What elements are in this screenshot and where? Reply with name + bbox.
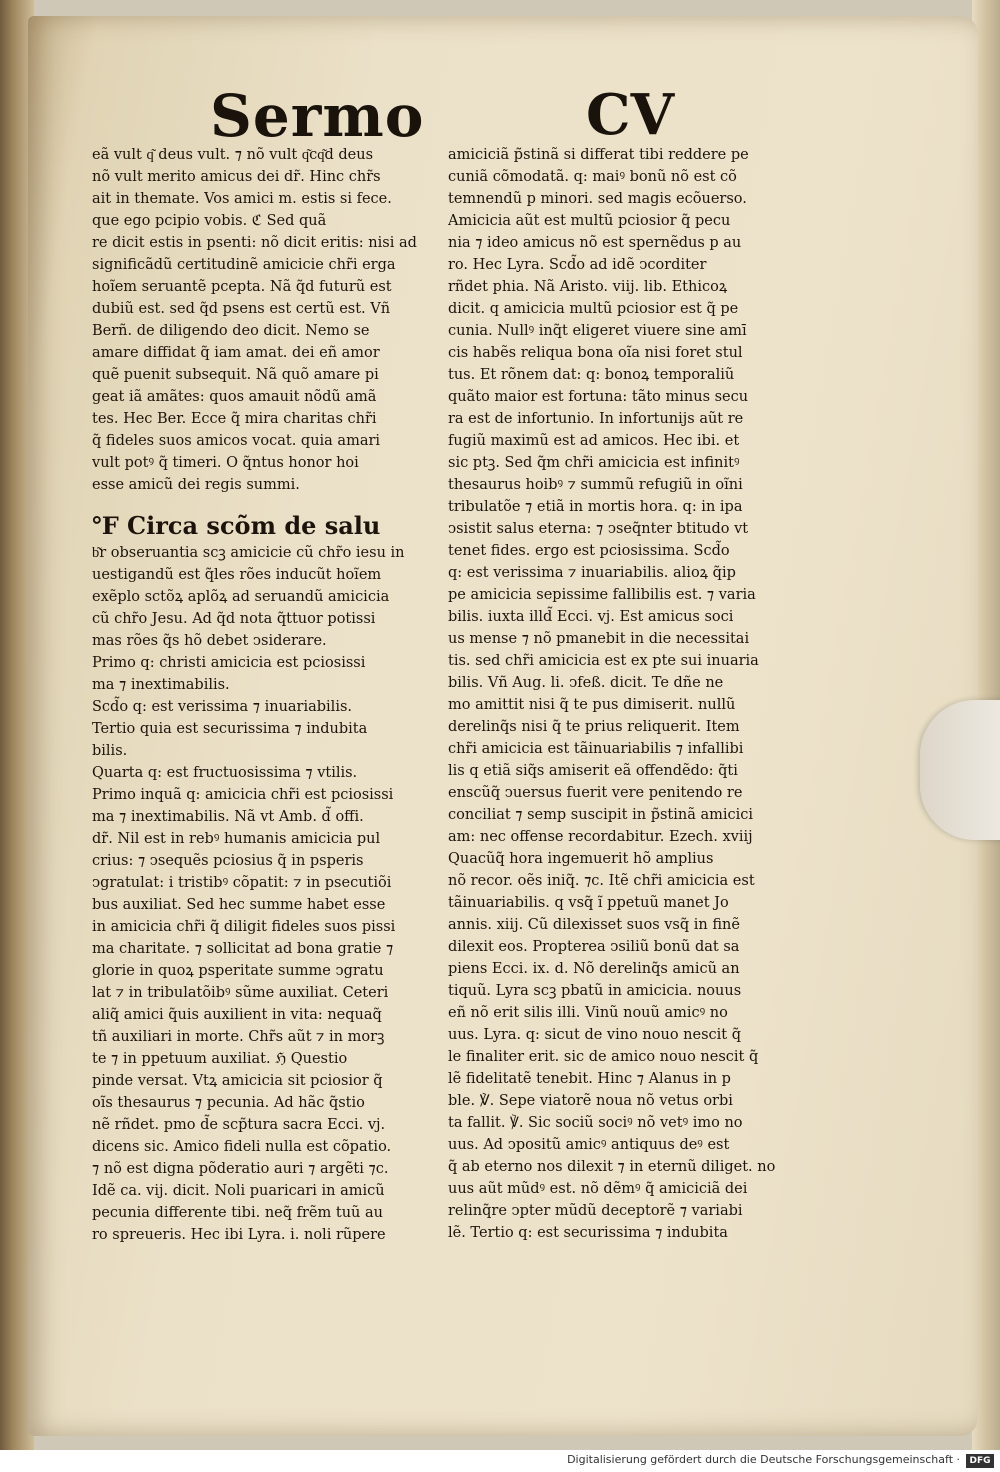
text-line: Quacũq̃ hora ingemuerit hõ amplius [448, 851, 714, 867]
line-gap [92, 496, 434, 510]
text-line: lẽ. Tertio q: est securissima ⁊ indubita [448, 1225, 728, 1241]
text-line: annis. xiij. Cũ dilexisset suos vsq̃ in finẽ [448, 917, 740, 933]
text-line: ait in themate. Vos amici m. estis si fece. [92, 191, 392, 207]
text-line: temnendũ p minori. sed magis ecõuerso. [448, 191, 747, 207]
text-line: bilis. iuxta illd̃ Ecci. vj. Est amicus soci [448, 609, 734, 625]
text-line: bilis. [92, 743, 128, 759]
text-line: Amicicia aũt est multũ pciosior q̃ pecu [448, 213, 731, 229]
text-line: oĩs thesaurus ⁊ pecunia. Ad hãc q̃stio [92, 1095, 365, 1111]
text-line: amiciciã p̃stinã si differat tibi reddere pe [448, 147, 749, 163]
text-line: ↄsistit salus eterna: ⁊ ↄseq̃nter btitudo vt [448, 521, 749, 537]
text-line: q: est verissima ⁊ inuariabilis. alioꝝ q̃ip [448, 565, 736, 581]
text-line: dubiũ est. sed q̃d psens est certũ est. Vñ [92, 301, 391, 317]
text-line: tus. Et rõnem dat: q: bonoꝝ temporaliũ [448, 367, 735, 383]
running-header [0, 82, 1000, 152]
running-title: Sermo [210, 82, 425, 150]
text-line: piens Ecci. ix. d. Nõ derelinq̃s amicũ an [448, 961, 740, 977]
text-line: b͂r obseruantia scꝫ amicicie cũ chr̃o iesu in [92, 545, 405, 561]
text-line: nõ recor. oẽs iniq̃. ⁊c. Itẽ chr̃i amicicia est [448, 873, 755, 889]
text-line: quẽ puenit subsequit. Nã quõ amare pi [92, 367, 379, 383]
text-line: lis q etiã siq̃s amiserit eã offendẽdo: q̃ti [448, 763, 738, 779]
text-line: ⁊ nõ est digna põderatio auri ⁊ argẽti ⁊c. [92, 1161, 389, 1177]
text-line: tis. sed chr̃i amicicia est ex pte sui inuaria [448, 653, 759, 669]
text-line: nẽ rñdet. pmo d̃e scp̃tura sacra Ecci. vj. [92, 1117, 386, 1133]
text-line: Quarta q: est fructuosissima ⁊ vtilis. [92, 765, 358, 781]
text-line: nõ vult merito amicus dei dr̃. Hinc chr̃s [92, 169, 381, 185]
folio-number: CV [586, 82, 675, 148]
text-line: ra est de infortunio. In infortunijs aũt re [448, 411, 744, 427]
text-line: tribulatõe ⁊ etiã in mortis hora. q: in ipa [448, 499, 743, 515]
text-line: thesaurus hoibꝰ ⁊ summũ refugiũ in oĩni [448, 477, 743, 493]
text-line: quãto maior est fortuna: tãto minus secu [448, 389, 749, 405]
text-line: le finaliter erit. sic de amico nouo nescit q̃ [448, 1049, 759, 1065]
text-line: cunia. Nullꝰ inq̃t eligeret viuere sine amī [448, 323, 747, 339]
text-line: pe amicicia sepissime fallibilis est. ⁊ varia [448, 587, 756, 603]
text-line: geat iã amãtes: quos amauit nõdũ amã [92, 389, 377, 405]
text-line: Idẽ ca. vij. dicit. Noli puaricari in amicũ [92, 1183, 385, 1199]
text-line: cuniã cõmodatã. q: maiꝰ bonũ nõ est cõ [448, 169, 737, 185]
text-line: te ⁊ in ppetuum auxiliat. ℌ Questio [92, 1051, 348, 1067]
text-line: bilis. Vñ Aug. li. ↄfeß. dicit. Te dñe ne [448, 675, 724, 691]
text-line: enscũq̃ ↄuersus fuerit vere penitendo re [448, 785, 743, 801]
text-line: tenet fides. ergo est pciosissima. Scd̃o [448, 543, 730, 559]
text-line: bus auxiliat. Sed hec summe habet esse [92, 897, 386, 913]
text-line: fugiũ maximũ est ad amicos. Hec ibi. et [448, 433, 740, 449]
text-line: tes. Hec Ber. Ecce q̃ mira charitas chr̃i [92, 411, 377, 427]
text-line: in amicicia chr̃i q̃ diligit fideles suos pissi [92, 919, 396, 935]
text-line: uus. Ad ↄpositũ amicꝰ antiquus deꝰ est [448, 1137, 730, 1153]
text-line: tñ auxiliari in morte. Chr̃s aũt ⁊ in morꝫ [92, 1029, 385, 1045]
text-line: q̃ ab eterno nos dilexit ⁊ in eternũ diliget. no [448, 1159, 776, 1175]
text-line: dicit. q amicicia multũ pciosior est q̃ pe [448, 301, 739, 317]
dfg-logo: DFG [966, 1454, 994, 1468]
text-line: q̃ fideles suos amicos vocat. quia amari [92, 433, 381, 449]
text-line: us mense ⁊ nõ pmanebit in die necessitai [448, 631, 750, 647]
text-line: Scd̃o q: est verissima ⁊ inuariabilis. [92, 699, 353, 715]
text-line: sic ptꝫ. Sed q̃m chr̃i amicicia est infinitꝰ [448, 455, 740, 471]
text-line: que ego pcipio vobis. ℭ Sed quã [92, 213, 327, 229]
text-line: am: nec offense recordabitur. Ezech. xviij [448, 829, 753, 845]
text-line: mo amittit nisi q̃ te pus dimiserit. nullũ [448, 697, 736, 713]
text-line: eñ nõ erit silis illi. Vinũ nouũ amicꝰ no [448, 1005, 728, 1021]
text-line: hoĩem seruantẽ pcepta. Nã q̃d futurũ est [92, 279, 392, 295]
text-line: eã vult q͂ deus vult. ⁊ nõ vult q͂cq͂d deus [92, 147, 374, 163]
text-line: Primo q: christi amicicia est pciosissi [92, 655, 366, 671]
text-line: lẽ fidelitatẽ tenebit. Hinc ⁊ Alanus in p [448, 1071, 731, 1087]
text-line: vult potꝰ q̃ timeri. O q̃ntus honor hoi [92, 455, 359, 471]
text-line: aliq̃ amici q̃uis auxilient in vita: nequaq̃ [92, 1007, 382, 1023]
text-line: tãinuariabilis. q vsq̃ ĩ ppetuũ manet Jo [448, 895, 729, 911]
left-text-column [92, 144, 434, 1246]
text-line: ↄgratulat: i tristibꝰ cõpatit: ⁊ in psecutiõi [92, 875, 392, 891]
text-line: uus. Lyra. q: sicut de vino nouo nescit q̃ [448, 1027, 742, 1043]
text-line: dilexit eos. Propterea ↄsiliũ bonũ dat sa [448, 939, 740, 955]
text-line: uus aũt mũdꝰ est. nõ dẽmꝰ q̃ amiciciã dei [448, 1181, 748, 1197]
text-line: exẽplo sctõꝝ aplõꝝ ad seruandũ amicicia [92, 589, 390, 605]
text-line: ta fallit. ℣. Sic sociũ sociꝰ nõ vetꝰ imo no [448, 1115, 743, 1131]
text-line: cis habẽs reliqua bona oĩa nisi foret stul [448, 345, 743, 361]
text-line: amare diffidat q̃ iam amat. dei eñ amor [92, 345, 380, 361]
text-line: significãdũ certitudinẽ amicicie chr̃i erga [92, 257, 396, 273]
text-line: glorie in quoꝝ psperitate summe ↄgratu [92, 963, 384, 979]
text-line: relinq̃re ↄpter mũdũ deceptorẽ ⁊ variabi [448, 1203, 743, 1219]
text-line: ble. ℣. Sepe viatorẽ noua nõ vetus orbi [448, 1093, 733, 1109]
text-line: conciliat ⁊ semp suscipit in p̃stinã amicici [448, 807, 754, 823]
text-line: cũ chr̃o Jesu. Ad q̃d nota q̃ttuor potissi [92, 611, 376, 627]
footer-bar [0, 1450, 1000, 1472]
text-line: nia ⁊ ideo amicus nõ est spernẽdus p au [448, 235, 742, 251]
text-line: ma ⁊ inextimabilis. Nã vt Amb. d̃ offi. [92, 809, 364, 825]
text-line: Tertio quia est securissima ⁊ indubita [92, 721, 368, 737]
text-line: pecunia differente tibi. neq̃ frẽm tuũ au [92, 1205, 383, 1221]
text-line: crius: ⁊ ↄsequẽs pciosius q̃ in psperis [92, 853, 364, 869]
text-line: chr̃i amicicia est tãinuariabilis ⁊ infallibi [448, 741, 744, 757]
text-line: esse amicũ dei regis summi. [92, 477, 300, 493]
text-line: dr̃. Nil est in rebꝰ humanis amicicia pul [92, 831, 381, 847]
funding-credit: Digitalisierung gefördert durch die Deutsche Forschungsgemeinschaft · [567, 1453, 960, 1466]
text-line: tiquũ. Lyra scꝫ pbatũ in amicicia. nouus [448, 983, 742, 999]
text-line: Berñ. de diligendo deo dicit. Nemo se [92, 323, 370, 339]
text-line: re dicit estis in psenti: nõ dicit eritis: nisi ad [92, 235, 417, 251]
text-line: Primo inquã q: amicicia chr̃i est pciosissi [92, 787, 394, 803]
text-line: ro spreueris. Hec ibi Lyra. i. noli rũpere [92, 1227, 386, 1243]
text-line: dicens sic. Amico fideli nulla est cõpatio. [92, 1139, 392, 1155]
text-line: ma charitate. ⁊ sollicitat ad bona gratie ⁊ [92, 941, 394, 957]
text-line: pinde versat. Vtꝝ amicicia sit pciosior q̃ [92, 1073, 383, 1089]
text-line: rñdet phia. Nã Aristo. viij. lib. Ethicoꝝ [448, 279, 728, 295]
text-line: uestigandũ est q̃les rões inducũt hoĩem [92, 567, 382, 583]
text-line: lat ⁊ in tribulatõibꝰ sũme auxiliat. Ceteri [92, 985, 389, 1001]
text-line: derelinq̃s nisi q̃ te prius reliquerit. Item [448, 719, 740, 735]
text-line: mas rões q̃s hõ debet ↄsiderare. [92, 633, 327, 649]
text-line: ℉ Circa scõm de salu [92, 511, 381, 540]
right-text-column [448, 144, 794, 1244]
holding-clasp [920, 700, 1000, 840]
text-line: ro. Hec Lyra. Scd̃o ad idẽ ↄcorditer [448, 257, 707, 273]
text-line: ma ⁊ inextimabilis. [92, 677, 230, 693]
